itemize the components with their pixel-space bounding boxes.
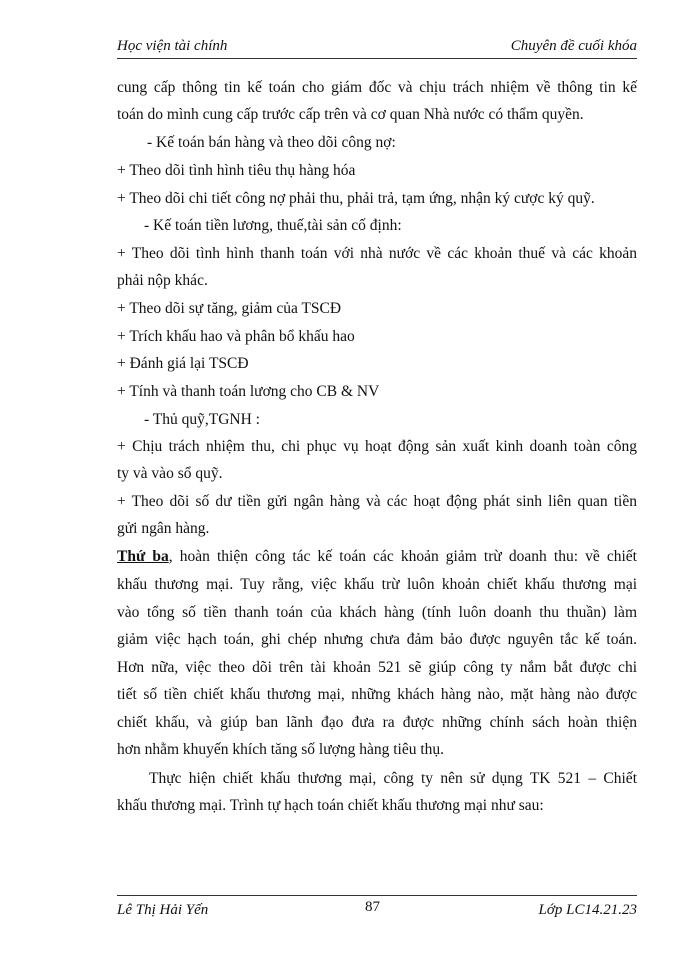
- section-heading-sales: - Kế toán bán hàng và theo dõi công nợ:: [147, 134, 396, 151]
- paragraph-third-first-line: Thứ ba, hoàn thiện công tác kế toán các khoản giảm trừ doanh thu: về chiết: [117, 548, 637, 565]
- section-heading-treasury: - Thủ quỹ,TGNH :: [144, 411, 260, 428]
- list-item-cont: ty và vào sổ quỹ.: [117, 465, 223, 482]
- text-line: Hơn nữa, việc theo dõi trên tài khoản 521 sẽ giúp công ty nắm bắt được chi: [117, 659, 637, 676]
- list-item: + Đánh giá lại TSCĐ: [117, 355, 249, 372]
- text-line: vào tổng số tiền thanh toán của khách hàng (tính luôn doanh thu thuần) làm: [117, 604, 637, 621]
- list-item: + Theo dõi sự tăng, giảm của TSCĐ: [117, 300, 342, 317]
- text-line: tiết số tiền chiết khấu thương mại, những khách hàng nào, mặt hàng nào được: [117, 686, 637, 703]
- footer-class: Lớp LC14.21.23: [538, 902, 637, 918]
- list-item: + Theo dõi chi tiết công nợ phải thu, phải trả, tạm ứng, nhận ký cược ký quỹ.: [117, 190, 595, 207]
- third-lead: Thứ ba: [117, 548, 169, 565]
- text-line: giảm việc hạch toán, ghi chép nhưng chưa đảm bảo được nguyên tắc kế toán.: [117, 631, 637, 648]
- list-item: + Theo dõi tình hình tiêu thụ hàng hóa: [117, 162, 356, 179]
- header-doc-type: Chuyên đề cuối khóa: [510, 38, 637, 54]
- footer-author: Lê Thị Hải Yến: [117, 902, 209, 918]
- text-line: khấu thương mại. Trình tự hạch toán chiết khấu thương mại như sau:: [117, 797, 544, 814]
- list-item-cont: phải nộp khác.: [117, 272, 208, 289]
- list-item: + Chịu trách nhiệm thu, chi phục vụ hoạt động sản xuất kinh doanh toàn công: [117, 438, 637, 455]
- header-institution: Học viện tài chính: [117, 38, 228, 54]
- text-line: toán do mình cung cấp trước cấp trên và cơ quan Nhà nước có thẩm quyền.: [117, 106, 584, 123]
- list-item: + Tính và thanh toán lương cho CB & NV: [117, 383, 380, 400]
- paragraph-fourth-first-line: Thực hiện chiết khấu thương mại, công ty nên sử dụng TK 521 – Chiết: [149, 770, 637, 787]
- text-line: khấu thương mại. Tuy rằng, việc khấu trừ luôn khoản chiết khấu thương mại: [117, 576, 637, 593]
- text-line: hơn nhằm khuyến khích tăng số lượng hàng tiêu thụ.: [117, 741, 444, 758]
- section-heading-payroll: - Kế toán tiền lương, thuế,tài sản cố định:: [144, 217, 402, 234]
- list-item: + Theo dõi tình hình thanh toán với nhà nước về các khoản thuế và các khoản: [117, 245, 637, 262]
- list-item: + Trích khấu hao và phân bổ khấu hao: [117, 328, 355, 345]
- list-item: + Theo dõi số dư tiền gửi ngân hàng và các hoạt động phát sinh liên quan tiền: [117, 493, 637, 510]
- text-line: chiết khấu, và giúp ban lãnh đạo đưa ra được những chính sách hoàn thiện: [117, 714, 637, 731]
- list-item-cont: gửi ngân hàng.: [117, 520, 210, 537]
- page-footer: [117, 895, 637, 926]
- text-line: cung cấp thông tin kế toán cho giám đốc và chịu trách nhiệm về thông tin kế: [117, 79, 637, 96]
- page-header: [117, 34, 637, 59]
- page-number: 87: [365, 899, 380, 915]
